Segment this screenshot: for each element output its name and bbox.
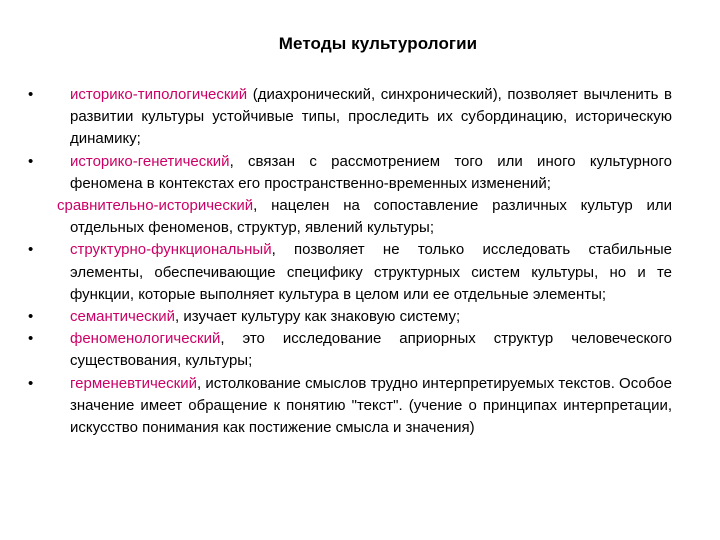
method-term: историко-типологический [70, 86, 248, 103]
method-term: семантический [70, 308, 176, 326]
method-description: , истолкование смыслов трудно интерпретируемых текстов. Особое значение имеет обращение к понятию "текст". (учение о принципах интерпретации, искусство понимания как постижение смысла и значения) [70, 374, 672, 437]
list-item [28, 151, 672, 195]
method-term: герменевтический [70, 374, 197, 392]
bullet-icon: • [28, 308, 34, 326]
method-description: (диахронический, синхронический), позволяет вычленить в развитии культуры устойчивые типы, проследить их субординацию, историческую динамику; [70, 86, 672, 148]
list-item [28, 84, 672, 151]
method-description: , нацелен на сопоставление различных культур или отдельных феноменов, структур, явлений культуры; [70, 197, 672, 237]
method-description: , связан с рассмотрением того или иного культурного феномена в контекстах его пространственно-временных изменений; [70, 152, 672, 192]
method-term: структурно-функциональный [70, 241, 272, 259]
bullet-icon: • [28, 86, 34, 103]
method-term: феноменологический [70, 330, 221, 348]
method-description: , позволяет не только исследовать стабильные элементы, обеспечивающие специфику структурных систем культуры, но и те функции, которые выполняет культура в целом или ее отдельные элементы; [70, 241, 672, 303]
list-item [28, 195, 672, 239]
methods-list [28, 84, 672, 439]
list-item [28, 328, 672, 372]
bullet-icon: • [28, 330, 34, 348]
list-item [28, 306, 672, 328]
slide-title: Методы культурологии [278, 34, 478, 53]
bullet-icon: • [28, 374, 34, 392]
list-item [28, 239, 672, 306]
method-description: , изучает культуру как знаковую систему; [175, 308, 461, 326]
bullet-icon: • [28, 241, 34, 259]
list-item [28, 373, 672, 440]
method-term: историко-генетический [70, 152, 230, 170]
method-description: , это исследование априорных структур человеческого существования, культуры; [70, 330, 672, 370]
bullet-icon: • [28, 152, 34, 170]
method-term: сравнительно-исторический [57, 197, 254, 215]
